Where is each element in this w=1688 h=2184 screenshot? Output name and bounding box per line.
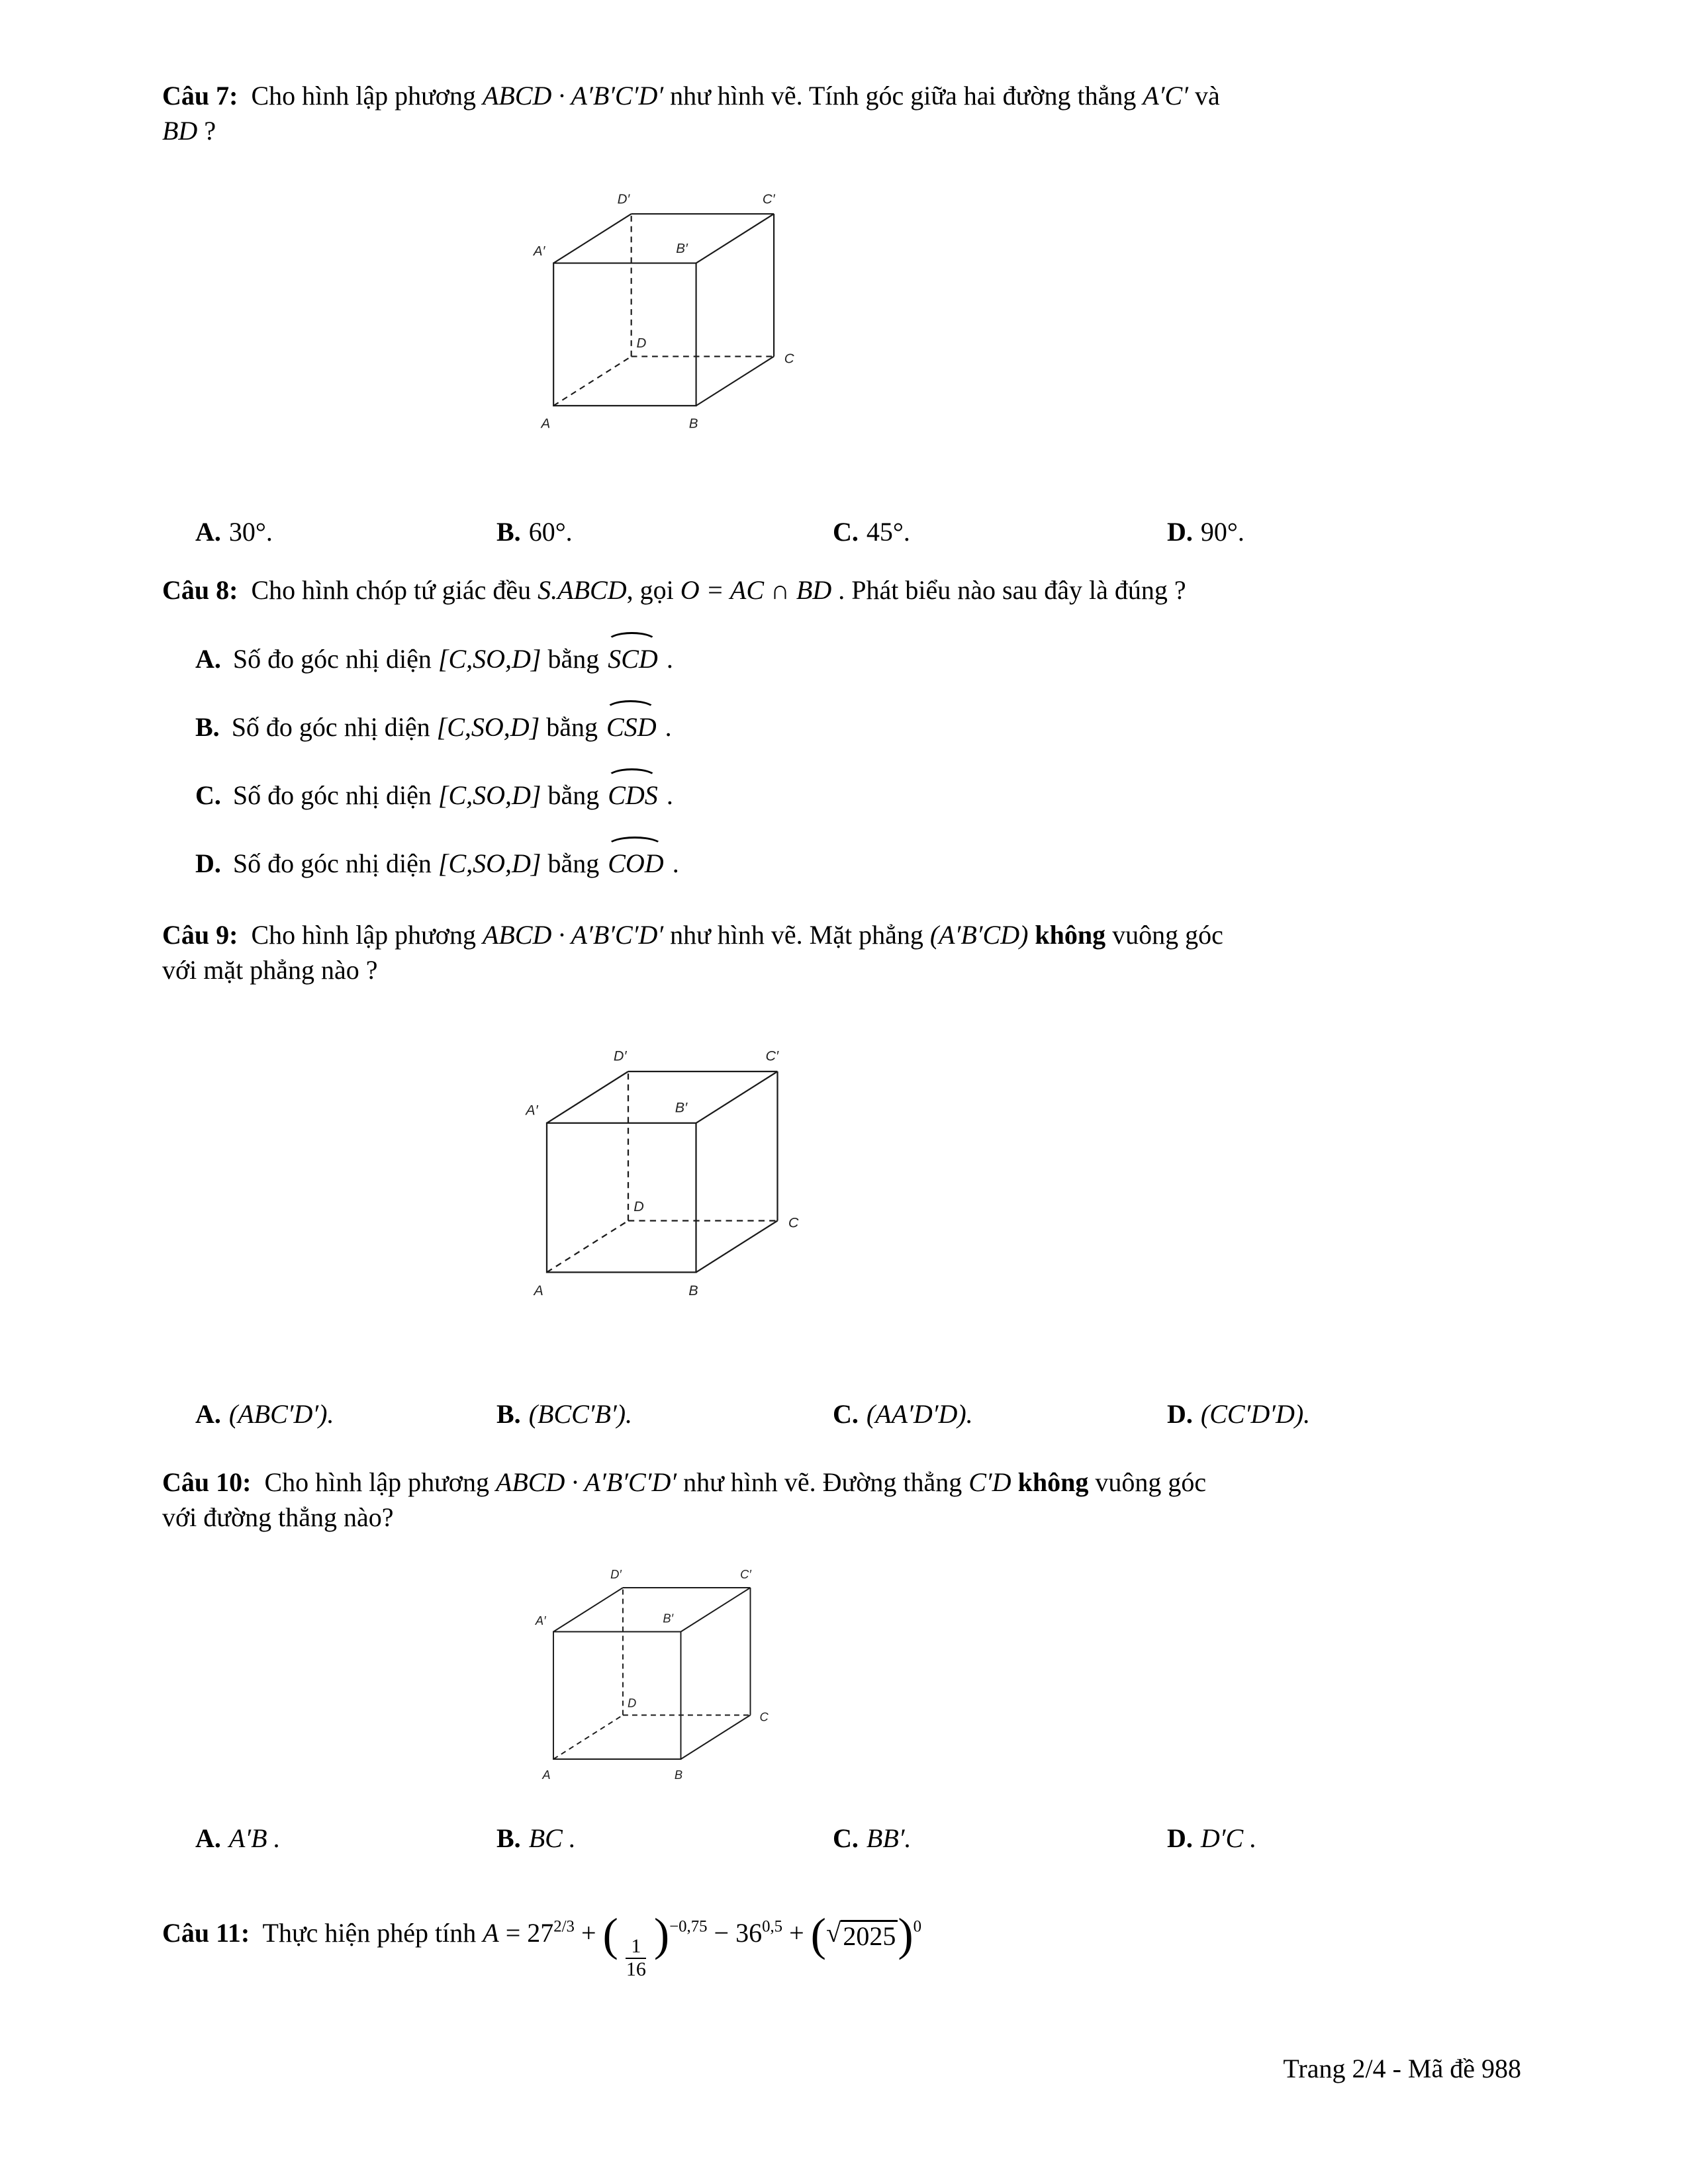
question-8-label: Câu 8:: [162, 575, 238, 606]
vertex-label-c: C: [784, 351, 794, 367]
option-letter: A.: [195, 1823, 221, 1853]
question-9-label: Câu 9:: [162, 920, 238, 950]
option-letter: B.: [496, 1398, 521, 1429]
question-10-answers: [162, 1821, 1518, 1856]
question-11-label: Câu 11:: [162, 1917, 250, 1948]
option-letter: C.: [833, 517, 859, 547]
option-letter: C.: [833, 1823, 859, 1853]
q7-option-a: [195, 514, 496, 549]
option-text: 90°.: [1200, 517, 1244, 547]
page-content: [162, 78, 1518, 1980]
question-9-answers: [162, 1396, 1518, 1432]
vertex-label-c-prime: C′: [765, 1048, 779, 1064]
option-letter: A.: [195, 1398, 221, 1429]
vertex-label-d: D: [636, 336, 647, 351]
option-text: Số đo góc nhị diện [C,SO,D] bằng SCD .: [226, 644, 673, 674]
q7-option-d: [1167, 514, 1518, 549]
q10-option-d: [1167, 1821, 1518, 1856]
option-letter: D.: [1167, 1398, 1193, 1429]
vertex-label-b-prime: B′: [676, 241, 688, 257]
option-text: (CC′D′D).: [1200, 1398, 1311, 1429]
q8-option-b: [162, 709, 1518, 745]
question-9: [162, 917, 1518, 1431]
cube-figure-q10: [530, 1565, 1518, 1794]
cube-edges: [553, 1588, 751, 1759]
q8-option-c: [162, 778, 1518, 813]
q7-option-b: [496, 514, 833, 549]
cube-edges: [553, 214, 774, 406]
option-text: Số đo góc nhị diện [C,SO,D] bằng COD .: [226, 848, 679, 878]
q9-option-d: [1167, 1396, 1518, 1432]
question-8: [162, 572, 1518, 881]
question-7-label: Câu 7:: [162, 81, 238, 111]
vertex-label-b: B: [688, 416, 698, 432]
option-text: (BCC′B′).: [528, 1398, 633, 1429]
option-text: BC .: [528, 1823, 576, 1853]
option-text: Số đo góc nhị diện [C,SO,D] bằng CDS .: [226, 780, 673, 810]
question-7-text: [162, 78, 1518, 148]
option-text: (ABC′D′).: [228, 1398, 334, 1429]
question-7: [162, 78, 1518, 549]
option-letter: B.: [195, 711, 220, 742]
question-10: [162, 1465, 1518, 1856]
option-letter: A.: [195, 517, 221, 547]
vertex-label-b: B: [674, 1767, 683, 1782]
option-text: 30°.: [228, 517, 273, 547]
option-text: 60°.: [528, 517, 573, 547]
option-letter: D.: [1167, 517, 1193, 547]
vertex-label-a: A: [542, 1767, 551, 1782]
option-letter: D.: [1167, 1823, 1193, 1853]
option-text: Số đo góc nhị diện [C,SO,D] bằng CSD .: [225, 712, 672, 742]
vertex-label-d: D: [628, 1696, 637, 1710]
option-letter: C.: [833, 1398, 859, 1429]
vertex-label-c: C: [788, 1214, 799, 1231]
option-letter: D.: [195, 848, 221, 879]
vertex-label-a: A: [534, 1282, 543, 1298]
q9-option-c: [833, 1396, 1167, 1432]
vertex-label-d: D: [633, 1198, 644, 1214]
question-10-label: Câu 10:: [162, 1467, 252, 1497]
cube-figure-q9: [520, 1044, 1518, 1313]
vertex-label-d-prime: D′: [610, 1567, 622, 1582]
q9-option-a: [195, 1396, 496, 1432]
q7-option-c: [833, 514, 1167, 549]
vertex-label-a-prime: A′: [533, 244, 545, 259]
cube-diagram-q7: [528, 188, 839, 445]
cube-diagram-q9: [520, 1044, 845, 1313]
question-11-formula: Thực hiện phép tính $A = 27^{2/3}$ + ( $\frac{1}{16}$ )$^{-0,75} - 36^{0,5}$ + ( √ 2025 )$^0$: [256, 1909, 922, 1980]
vertex-label-b-prime: B′: [675, 1099, 688, 1116]
question-11-text: [162, 1909, 1518, 1980]
page-footer: Trang 2/4 - Mã đề 988: [1283, 2053, 1521, 2083]
question-10-body: Cho hình lập phương ABCD · A′B′C′D′ như hình vẽ. Đường thẳng C′D không vuông góc với đường thẳng nào?: [162, 1467, 1207, 1532]
question-9-body: Cho hình lập phương ABCD · A′B′C′D′ như hình vẽ. Mặt phẳng (A′B′CD) không vuông góc với mặt phẳng nào ?: [162, 920, 1223, 985]
cube-figure-q7: [528, 188, 1518, 445]
option-letter: B.: [496, 1823, 521, 1853]
option-letter: B.: [496, 517, 521, 547]
question-11: [162, 1897, 1518, 1980]
q10-option-c: [833, 1821, 1167, 1856]
question-8-body: Cho hình chóp tứ giác đều S.ABCD, gọi O = AC ∩ BD . Phát biểu nào sau đây là đúng ?: [244, 575, 1186, 606]
vertex-label-c: C: [759, 1709, 769, 1724]
question-7-answers: [162, 514, 1518, 549]
option-text: 45°.: [866, 517, 910, 547]
q10-option-a: [195, 1821, 496, 1856]
vertex-label-c-prime: C′: [762, 191, 775, 207]
option-text: (AA′D′D).: [866, 1398, 973, 1429]
vertex-label-b: B: [688, 1282, 698, 1298]
question-8-text: [162, 572, 1518, 608]
option-text: D′C .: [1200, 1823, 1257, 1853]
option-text: BB′.: [866, 1823, 912, 1853]
question-9-text: [162, 917, 1518, 987]
q9-option-b: [496, 1396, 833, 1432]
q8-option-d: [162, 846, 1518, 881]
vertex-label-c-prime: C′: [740, 1567, 751, 1582]
vertex-label-d-prime: D′: [617, 191, 630, 207]
question-10-text: [162, 1465, 1518, 1535]
option-letter: A.: [195, 643, 221, 674]
q10-option-b: [496, 1821, 833, 1856]
vertex-label-a-prime: A′: [535, 1614, 546, 1628]
option-letter: C.: [195, 780, 221, 810]
cube-diagram-q10: [530, 1565, 808, 1794]
cube-edges: [547, 1071, 777, 1272]
question-7-body: Cho hình lập phương ABCD · A′B′C′D′ như hình vẽ. Tính góc giữa hai đường thẳng A′C′ và BD ?: [162, 81, 1220, 146]
vertex-label-a-prime: A′: [526, 1102, 538, 1118]
vertex-label-b-prime: B′: [663, 1611, 674, 1625]
option-text: A′B .: [228, 1823, 281, 1853]
vertex-label-a: A: [541, 416, 551, 432]
vertex-label-d-prime: D′: [613, 1048, 627, 1064]
q8-option-a: [162, 641, 1518, 676]
